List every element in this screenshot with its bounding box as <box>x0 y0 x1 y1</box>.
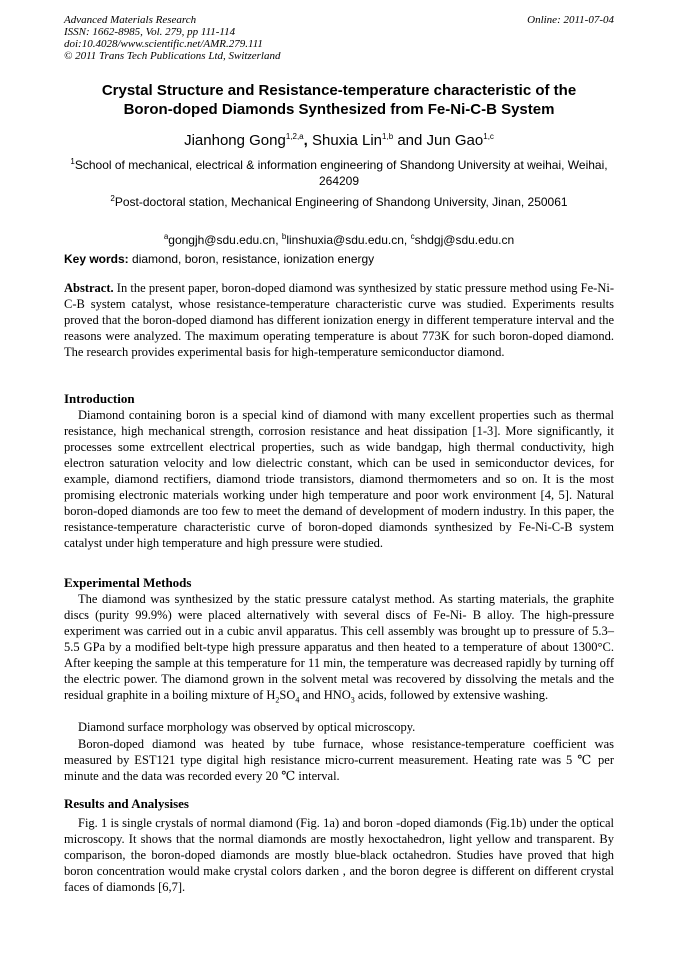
email-c-sup: c <box>410 232 415 241</box>
author-2: Shuxia Lin <box>311 132 383 149</box>
affiliation-2-num: 2 <box>110 194 115 203</box>
author-1-sup: 1,2,a <box>285 132 304 141</box>
title-line-2: Boron-doped Diamonds Synthesized from Fe-Ni-C-B System <box>123 101 555 118</box>
methods-p1-sub2: 4 <box>295 695 300 705</box>
author-3-sup: 1,c <box>483 132 494 141</box>
author-sep-1: , <box>303 132 312 149</box>
methods-p1-c: and HNO <box>299 688 351 702</box>
email-b[interactable]: linshuxia@sdu.edu.cn, <box>286 233 411 247</box>
affiliation-1 <box>64 157 614 189</box>
author-sep-2: and <box>393 132 427 149</box>
paper-title <box>64 81 614 119</box>
author-2-sup: 1,b <box>382 132 394 141</box>
introduction-heading: Introduction <box>64 391 135 406</box>
abstract-text: In the present paper, boron-doped diamond was synthesized by static pressure method using Fe-Ni-C-B system catalyst, whose resistance-temperature characteristic curve was studied. Experiments results proved that the boron-doped diamond has different ionization energy in different temperature interval and the reasons were analyzed. The maximum operating temperature is about 773K for such boron-doped diamond. The research provides experimental basis for high-temperature semiconductor diamond. <box>64 281 614 359</box>
methods-paragraph-2: Diamond surface morphology was observed by optical microscopy. <box>78 720 416 734</box>
email-a[interactable]: gongjh@sdu.edu.cn, <box>168 233 282 247</box>
author-list <box>64 132 614 150</box>
keywords-text: diamond, boron, resistance, ionization energy <box>128 252 375 266</box>
abstract-label: Abstract. <box>64 281 114 295</box>
methods-p1-sub1: 2 <box>275 695 280 705</box>
author-1: Jianhong Gong <box>184 132 286 149</box>
journal-name: Advanced Materials Research <box>64 14 197 26</box>
methods-paragraph-3: Boron-doped diamond was heated by tube furnace, whose resistance-temperature coefficient was measured by EST121 type digital high resistance micro-current measurement. Heating rate was 5 ℃ per minute and the data was recorded every 20 ℃ interval. <box>64 737 614 783</box>
results-paragraph: Fig. 1 is single crystals of normal diamond (Fig. 1a) and boron -doped diamonds (Fig.1b) under the optical microscopy. It shows that the normal diamonds are mostly hexoctahedron, light yellow and transparent. By comparison, the boron-doped diamonds are mostly blue-black octahedron. Studies have proved that high boron concentration would make crystal colors darken , and the boron degree is different on different crystal faces of diamonds [6,7]. <box>64 816 614 894</box>
affiliation-2 <box>64 194 614 210</box>
keywords-label: Key words: <box>64 252 129 266</box>
methods-p1-d: acids, followed by extensive washing. <box>354 688 549 702</box>
author-3: Jun Gao <box>426 132 484 149</box>
email-list <box>64 216 614 248</box>
methods-heading: Experimental Methods <box>64 575 192 590</box>
copyright-line: © 2011 Trans Tech Publications Ltd, Switzerland <box>64 50 281 62</box>
methods-p1-b: SO <box>279 688 296 702</box>
doi-line: doi:10.4028/www.scientific.net/AMR.279.111 <box>64 38 263 50</box>
affiliation-1-num: 1 <box>70 157 75 166</box>
affiliation-2-text: Post-doctoral station, Mechanical Engineering of Shandong University, Jinan, 250061 <box>114 195 568 209</box>
introduction-paragraph: Diamond containing boron is a special kind of diamond with many excellent properties such as thermal resistance, high mechanical strength, corrosion resistance and heat dissipation [1-3]. More significantly, it processes some extrcellent electrical properties, such as wide bandgap, high thermal conductivity, high electron saturation velocity and low dielectric constant, which can be used in semiconductor devices, for example, diamond rectifiers, diamond triode transistors, diamond thermometers and so on. It is the most promising electronic materials working under high temperature and poor work environment [4, 5]. Natural boron-doped diamonds are too few to meet the demand of development of modern industry. In this paper, the resistance-temperature characteristic curve of boron-doped diamonds synthesized by Fe-Ni-C-B system catalyst under high temperature and high pressure were studied. <box>64 408 614 550</box>
methods-p1-a: The diamond was synthesized by the static pressure catalyst method. As starting materials, the graphite discs (purity 99.9%) were placed alternatively with several discs of Fe-Ni- B alloy. The high-pressure experiment was carried out in a cubic anvil apparatus. This cell assembly was brought up to pressure of 5.3–5.5 GPa by a modified belt-type high pressure apparatus and then heated to a temperature of about 1300°C. After keeping the sample at this temperature for 11 min, the temperature was decreased rapidly by turning off the electric power. The diamond grown in the solvent metal was recovered by dissolving the metals and the residual graphite in a boiling mixture of H <box>64 592 614 702</box>
abstract <box>64 280 614 360</box>
email-a-sup: a <box>163 232 169 241</box>
affiliation-1-text: School of mechanical, electrical & information engineering of Shandong University at weihai, Weihai, 264209 <box>74 158 608 188</box>
results-heading: Results and Analysises <box>64 796 189 811</box>
email-c[interactable]: shdgj@sdu.edu.cn <box>414 233 515 247</box>
email-b-sup: b <box>281 232 287 241</box>
keywords <box>64 251 614 267</box>
methods-p1-sub3: 3 <box>350 695 355 705</box>
online-date: Online: 2011-07-04 <box>527 14 614 26</box>
journal-header <box>64 14 280 62</box>
methods-paragraph-1 <box>64 591 614 703</box>
issn-line: ISSN: 1662-8985, Vol. 279, pp 111-114 <box>64 26 236 38</box>
title-line-1: Crystal Structure and Resistance-temperature characteristic of the <box>101 82 577 99</box>
